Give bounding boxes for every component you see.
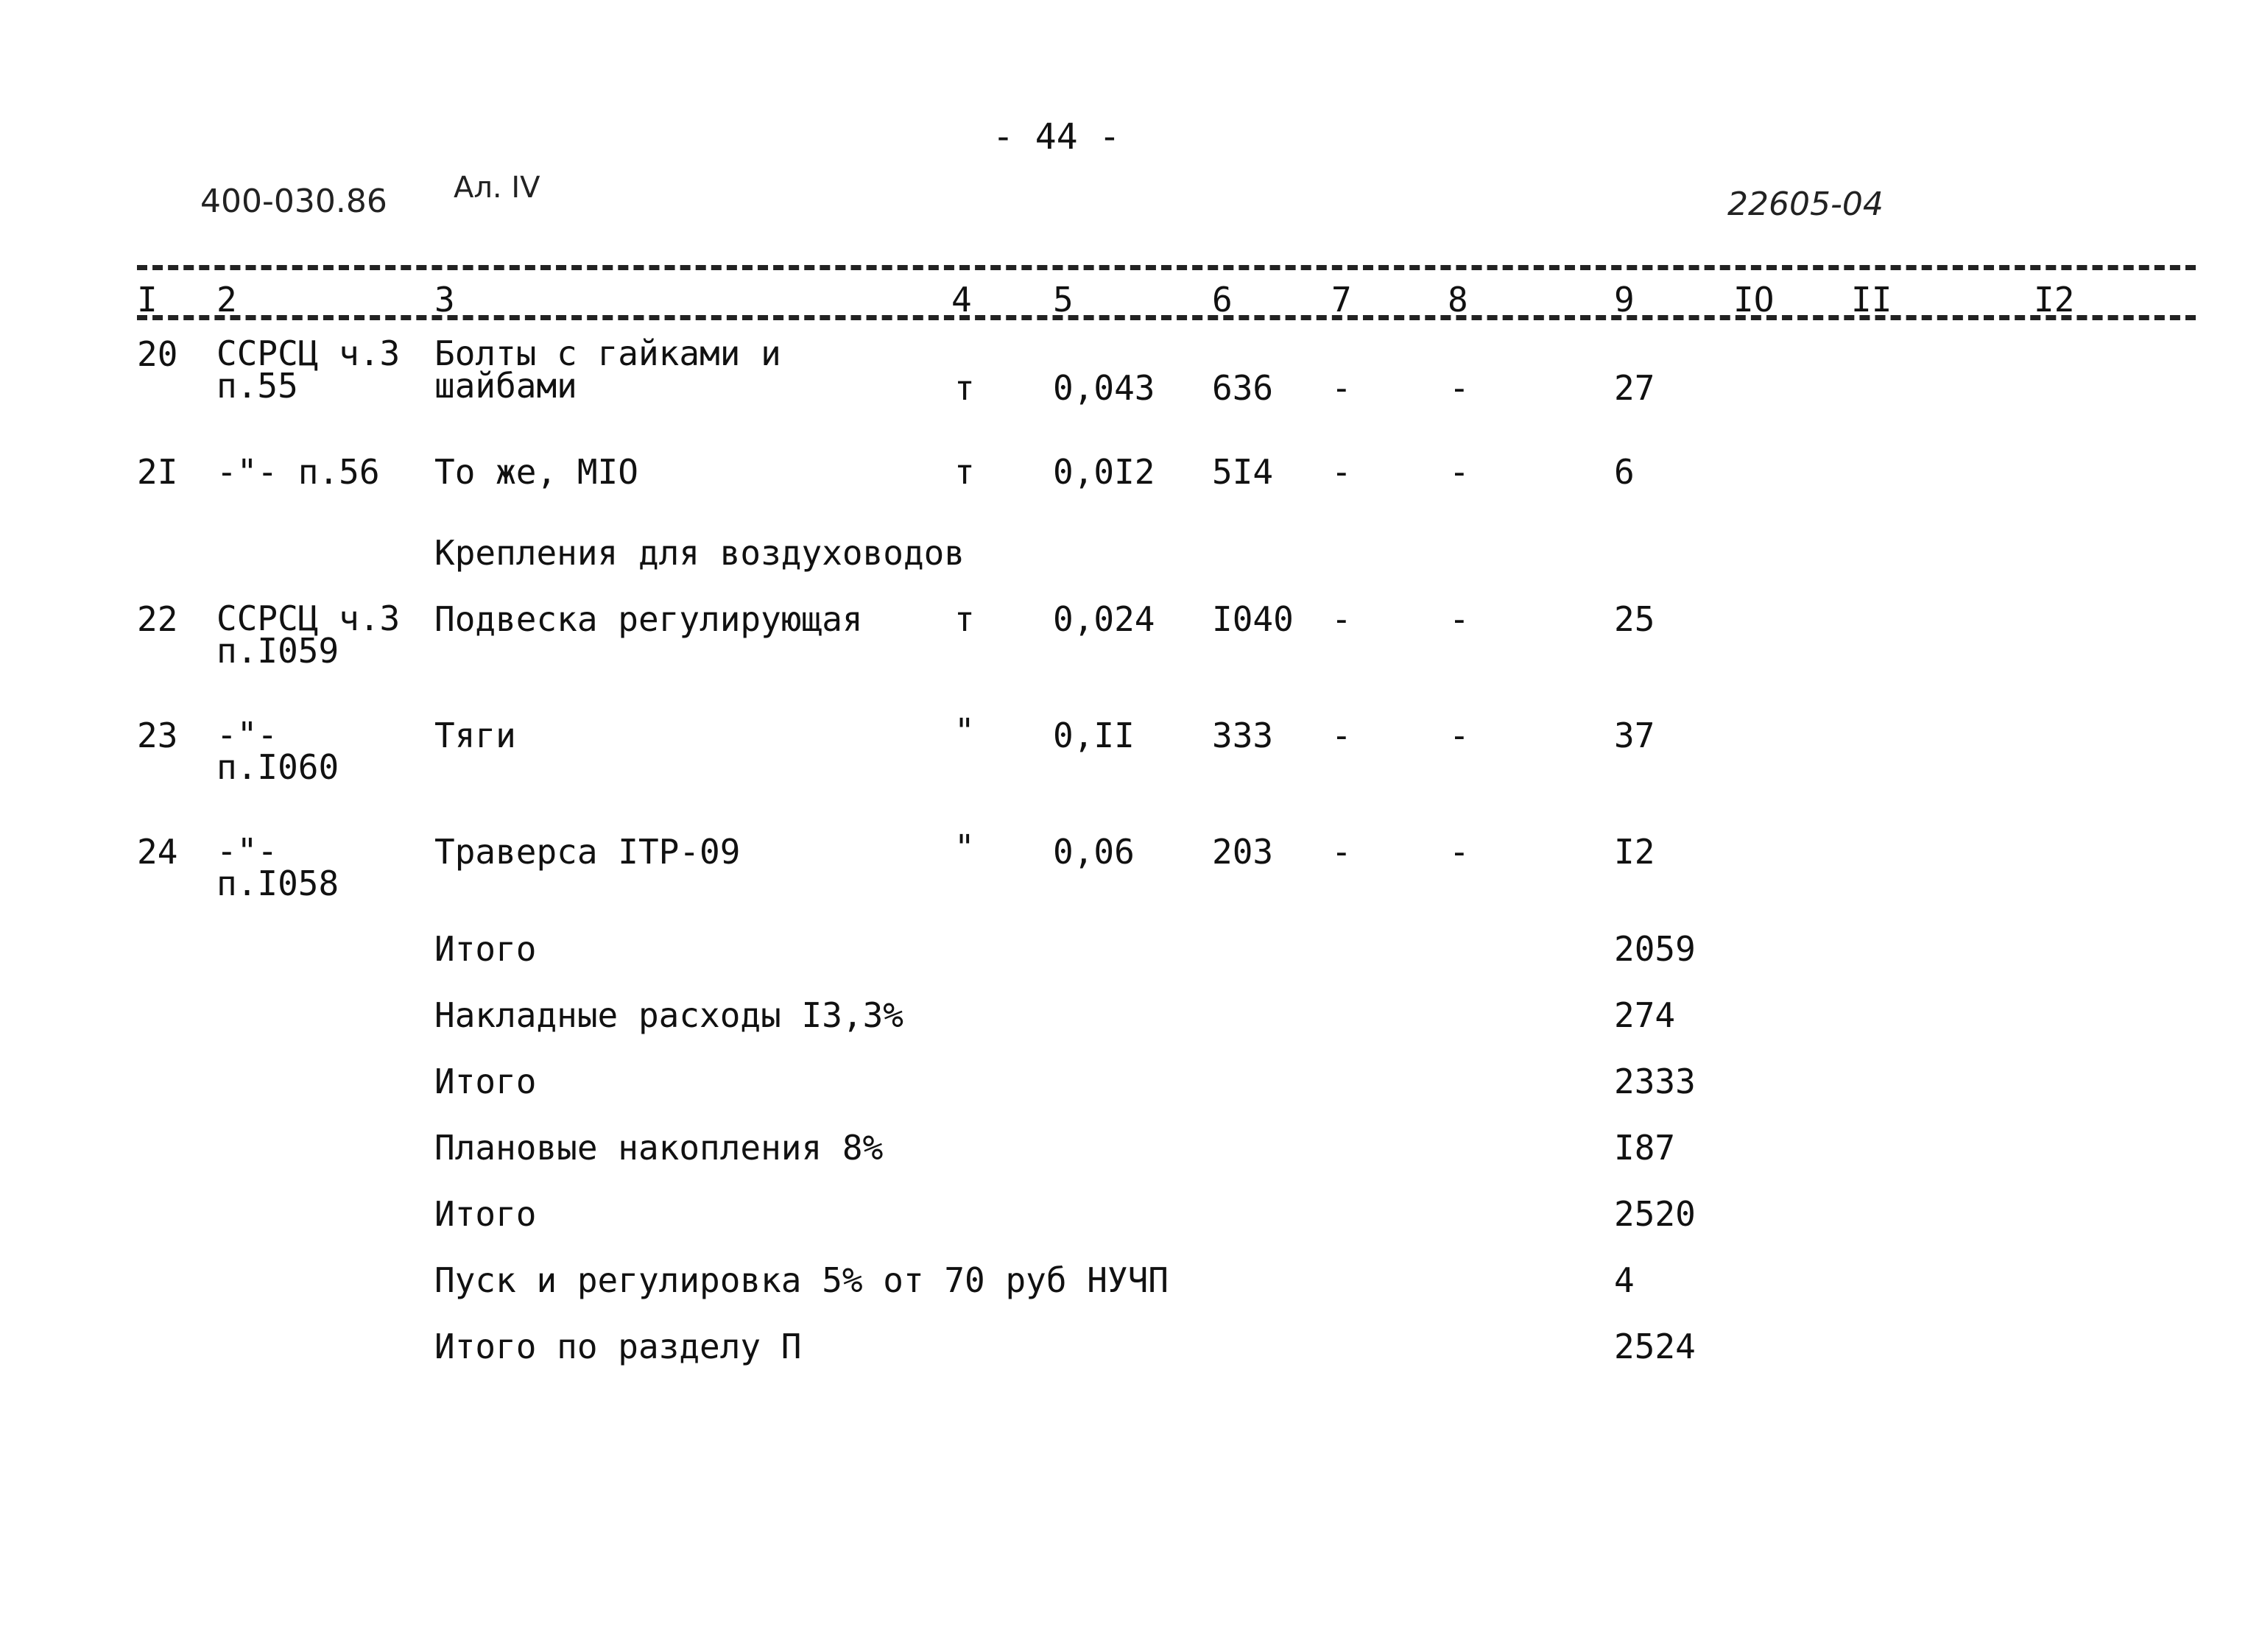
row-col8: - — [1449, 452, 1470, 492]
row-total: I2 — [1614, 832, 1655, 872]
doc-code: 400-030.86 — [200, 183, 387, 220]
row-col8: - — [1449, 368, 1470, 408]
row-reference: -"- п.56 — [216, 452, 380, 492]
total-value: 4 — [1614, 1260, 1635, 1300]
page-number: - 44 - — [993, 116, 1121, 158]
col-header: 2 — [216, 280, 237, 320]
row-unit: т — [954, 599, 975, 639]
row-name: Подвеска регулирующая — [434, 599, 863, 639]
col-header: I — [137, 280, 158, 320]
total-value: 274 — [1614, 995, 1676, 1035]
row-number: 20 — [137, 334, 178, 374]
row-name: Тяги — [434, 716, 516, 755]
reference-line: -"- — [216, 715, 278, 755]
row-col7: - — [1331, 832, 1352, 872]
row-name: То же, МIO — [434, 452, 638, 492]
row-unit: " — [954, 827, 975, 867]
row-name: Траверса IТР-09 — [434, 832, 741, 872]
row-col7: - — [1331, 368, 1352, 408]
col-header: IO — [1733, 280, 1775, 320]
row-unit: " — [954, 711, 975, 751]
total-value: 2524 — [1614, 1327, 1696, 1366]
total-value: I87 — [1614, 1128, 1676, 1168]
row-quantity: 0,06 — [1053, 832, 1135, 872]
row-reference — [216, 333, 401, 406]
total-label: Итого по разделу П — [434, 1327, 802, 1366]
table-top-rule — [137, 265, 2196, 270]
row-col8: - — [1449, 716, 1470, 755]
row-quantity: 0,043 — [1053, 368, 1155, 408]
row-col8: - — [1449, 832, 1470, 872]
total-label: Плановые накопления 8% — [434, 1128, 884, 1168]
col-header: 7 — [1331, 280, 1352, 320]
col-header: 4 — [951, 280, 972, 320]
row-col8: - — [1449, 599, 1470, 639]
row-quantity: 0,0I2 — [1053, 452, 1155, 492]
row-total: 37 — [1614, 716, 1655, 755]
row-total: 6 — [1614, 452, 1635, 492]
row-reference — [216, 715, 339, 787]
row-number: 23 — [137, 716, 178, 755]
row-total: 25 — [1614, 599, 1655, 639]
row-col7: - — [1331, 452, 1352, 492]
total-value: 2059 — [1614, 929, 1696, 969]
row-quantity: 0,II — [1053, 716, 1135, 755]
total-label: Пуск и регулировка 5% от 70 руб НУЧП — [434, 1260, 1169, 1300]
name-line: Болты с гайками и — [434, 333, 781, 373]
row-price: 203 — [1212, 832, 1274, 872]
row-col7: - — [1331, 716, 1352, 755]
reference-line: п.I059 — [216, 631, 339, 671]
reference-line: п.I058 — [216, 864, 339, 903]
row-number: 2I — [137, 452, 178, 492]
row-name — [434, 333, 781, 406]
reference-line: ССРСЦ ч.3 — [216, 599, 401, 638]
col-header: 5 — [1053, 280, 1074, 320]
col-header: II — [1851, 280, 1892, 320]
row-reference — [216, 599, 401, 671]
total-value: 2333 — [1614, 1062, 1696, 1101]
total-label: Итого — [434, 929, 537, 969]
row-price: 333 — [1212, 716, 1274, 755]
total-label: Накладные расходы I3,3% — [434, 995, 903, 1035]
row-reference — [216, 831, 339, 903]
row-number: 24 — [137, 832, 178, 872]
name-line: шайбами — [434, 366, 577, 406]
doc-number: 22605-04 — [1727, 186, 1884, 223]
row-price: I040 — [1212, 599, 1294, 639]
section-subheading: Крепления для воздуховодов — [434, 533, 965, 573]
col-header: I2 — [2034, 280, 2075, 320]
col-header: 8 — [1448, 280, 1468, 320]
reference-line: п.I060 — [216, 747, 339, 787]
col-header: 9 — [1614, 280, 1635, 320]
row-total: 27 — [1614, 368, 1655, 408]
total-label: Итого — [434, 1194, 537, 1234]
row-unit: т — [954, 368, 975, 408]
reference-line: -"- — [216, 831, 278, 871]
row-quantity: 0,024 — [1053, 599, 1155, 639]
row-price: 636 — [1212, 368, 1274, 408]
reference-line: п.55 — [216, 366, 298, 406]
col-header: 6 — [1212, 280, 1233, 320]
col-header: 3 — [434, 280, 455, 320]
row-number: 22 — [137, 599, 178, 639]
row-col7: - — [1331, 599, 1352, 639]
reference-line: ССРСЦ ч.3 — [216, 333, 401, 373]
album-ref: Ал. IV — [454, 171, 540, 205]
total-label: Итого — [434, 1062, 537, 1101]
row-price: 5I4 — [1212, 452, 1274, 492]
total-value: 2520 — [1614, 1194, 1696, 1234]
row-unit: т — [954, 452, 975, 492]
